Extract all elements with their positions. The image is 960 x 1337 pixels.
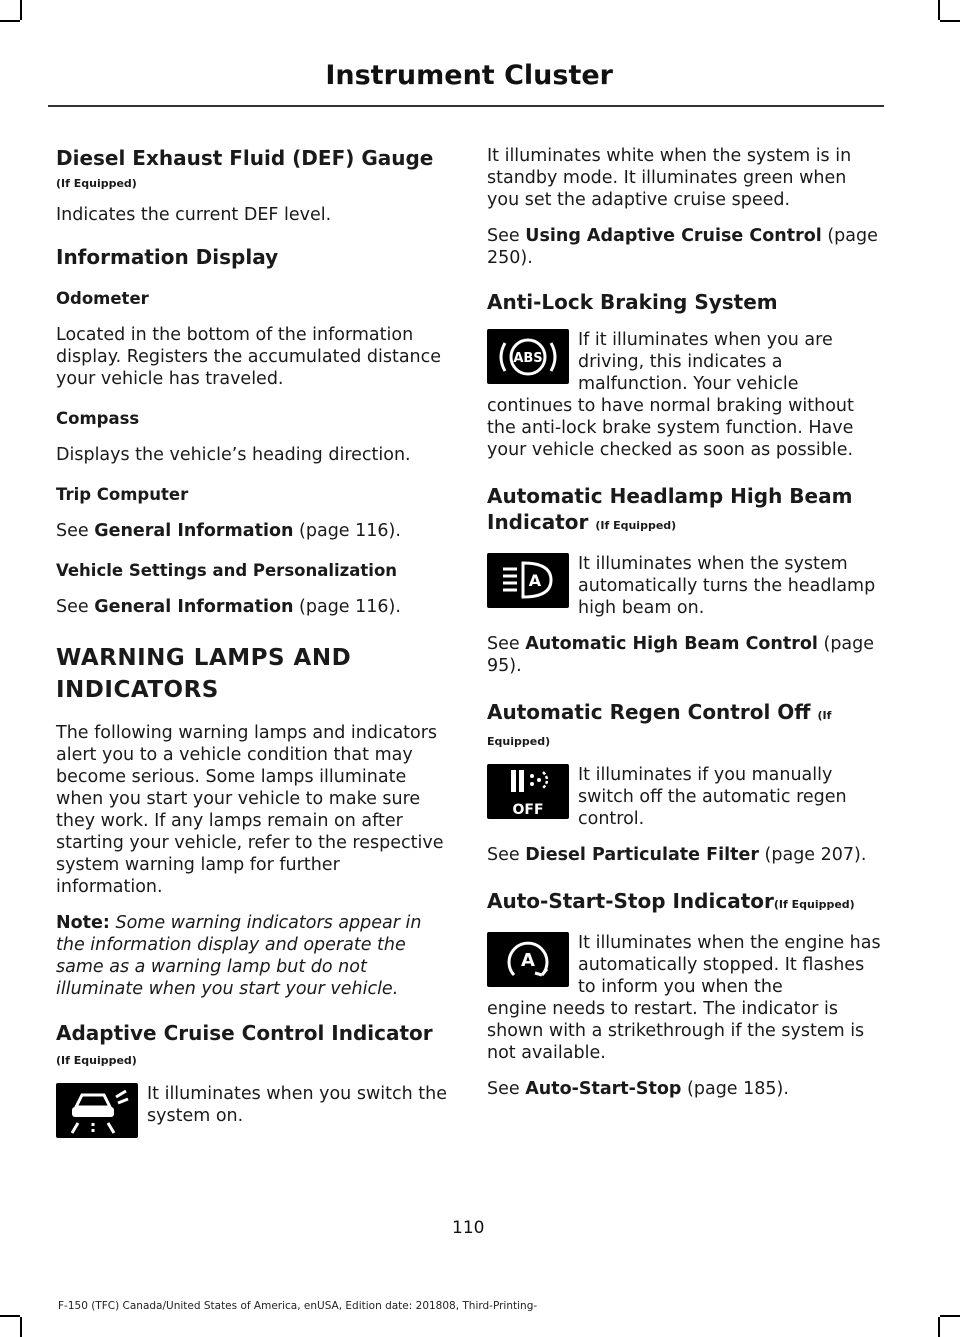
diesel-particulate-filter-link[interactable]: Diesel Particulate Filter (525, 845, 759, 865)
def-gauge-body: Indicates the current DEF level. (56, 205, 332, 225)
adaptive-cruise-lamp-row (56, 1083, 448, 1149)
regen-body: It illuminates if you manually switch off the automatic regen control. (578, 765, 847, 829)
trip-computer-reference: See General Information (page 116). (56, 521, 401, 541)
compass-heading: Compass (56, 409, 140, 428)
right-column (487, 145, 883, 1100)
auto-start-stop-icon-label: A (521, 950, 535, 971)
crop-mark (938, 0, 940, 20)
auto-start-stop-body-below: engine needs to restart. The indicator is shown with a strikethrough if the system is not available. (487, 999, 865, 1063)
regen-if-equipped: Equipped) (487, 735, 551, 748)
auto-start-stop-lamp-row (487, 932, 883, 998)
adaptive-cruise-heading: Adaptive Cruise Control Indicator (56, 1021, 433, 1045)
automatic-high-beam-control-link[interactable]: Automatic High Beam Control (525, 634, 818, 654)
auto-start-stop-reference: See Auto-Start-Stop (page 185). (487, 1079, 789, 1099)
crop-mark (940, 20, 960, 22)
adaptive-cruise-continued-body: It illuminates white when the system is in standby mode. It illuminates green when you set the adaptive cruise speed. (487, 146, 852, 210)
crop-mark (0, 20, 20, 22)
warning-lamps-note: Note: Some warning indicators appear in the information display and operate the same as a warning lamp but do not illuminate when you start your vehicle. (56, 913, 422, 999)
adaptive-cruise-icon (56, 1083, 138, 1138)
regen-heading: Automatic Regen Control Off (If (487, 700, 832, 724)
abs-body-beside: If it illuminates when you are driving, this indicates a malfunction. Your vehicle (578, 330, 833, 394)
vehicle-settings-reference: See General Information (page 116). (56, 597, 401, 617)
abs-lamp-row (487, 329, 883, 395)
regen-lamp-row (487, 764, 883, 830)
abs-icon (487, 329, 569, 384)
auto-high-beam-icon-label: A (528, 571, 542, 590)
compass-body: Displays the vehicle’s heading direction. (56, 445, 411, 465)
crop-mark (0, 1315, 20, 1317)
auto-start-stop-link[interactable]: Auto-Start-Stop (525, 1079, 682, 1099)
warning-lamps-heading: WARNING LAMPS AND INDICATORS (56, 645, 352, 703)
regen-off-icon (487, 764, 569, 819)
auto-high-beam-lamp-row (487, 553, 883, 619)
auto-high-beam-reference: See Automatic High Beam Control (page 95). (487, 634, 875, 676)
abs-heading: Anti-Lock Braking System (487, 290, 778, 314)
auto-start-stop-heading: Auto-Start-Stop Indicator(If Equipped) (487, 889, 855, 913)
regen-reference: See Diesel Particulate Filter (page 207). (487, 845, 867, 865)
crop-mark (940, 1315, 960, 1317)
page-header-title: Instrument Cluster (325, 60, 613, 91)
left-column (56, 145, 448, 1149)
using-adaptive-cruise-link[interactable]: Using Adaptive Cruise Control (525, 226, 822, 246)
page-number: 110 (452, 1218, 485, 1238)
adaptive-cruise-reference: See Using Adaptive Cruise Control (page 250). (487, 226, 878, 268)
information-display-heading: Information Display (56, 245, 279, 269)
def-if-equipped: (If Equipped) (56, 177, 137, 190)
abs-body-below: continues to have normal braking without the anti-lock brake system function. Have your vehicle checked as soon as possible. (487, 396, 854, 460)
vehicle-settings-heading: Vehicle Settings and Personalization (56, 561, 398, 580)
header-divider (48, 105, 884, 107)
general-information-link[interactable]: General Information (94, 521, 294, 541)
adaptive-cruise-body: It illuminates when you switch the system on. (147, 1084, 447, 1126)
auto-high-beam-icon (487, 553, 569, 608)
warning-lamps-body: The following warning lamps and indicators alert you to a vehicle condition that may become serious. Some lamps illuminate when you start your vehicle to make sure they work. If any lamps remain on after starting your vehicle, refer to the respective system warning lamp for further information. (56, 723, 444, 897)
def-gauge-heading: Diesel Exhaust Fluid (DEF) Gauge (56, 146, 434, 170)
crop-mark (20, 1317, 22, 1337)
page-footer: F-150 (TFC) Canada/United States of America, enUSA, Edition date: 201808, Third-Printing- (58, 1300, 538, 1312)
auto-start-stop-body-beside: It illuminates when the engine has automatically stopped. It flashes to inform you when the (578, 933, 881, 997)
odometer-body: Located in the bottom of the information display. Registers the accumulated distance your vehicle has traveled. (56, 325, 442, 389)
adaptive-cruise-if-equipped: (If Equipped) (56, 1054, 137, 1067)
trip-computer-heading: Trip Computer (56, 485, 189, 504)
auto-start-stop-icon (487, 932, 569, 987)
general-information-link[interactable]: General Information (94, 597, 294, 617)
abs-icon-label: ABS (513, 351, 543, 366)
odometer-heading: Odometer (56, 289, 149, 308)
auto-high-beam-heading: Automatic Headlamp High Beam Indicator (If Equipped) (487, 484, 853, 534)
crop-mark (938, 1317, 940, 1337)
crop-mark (20, 0, 22, 20)
auto-high-beam-body: It illuminates when the system automatically turns the headlamp high beam on. (578, 554, 876, 618)
regen-off-icon-label: OFF (512, 802, 544, 818)
